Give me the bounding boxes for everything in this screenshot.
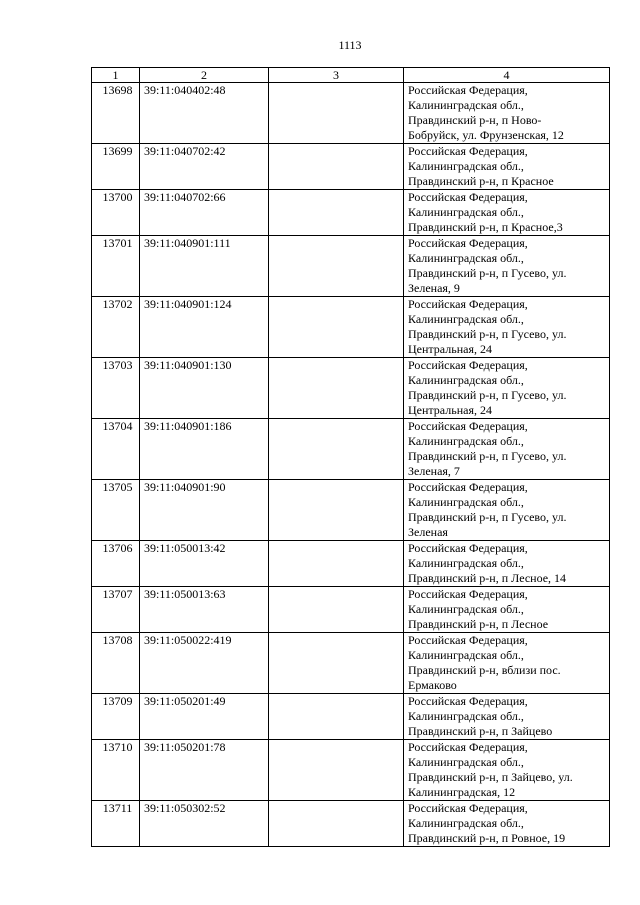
address: Российская Федерация, Калининградская обл., Правдинский р-н, п Зайцево, ул. Калининградская, 12 xyxy=(404,740,610,801)
column-3-cell xyxy=(269,419,404,480)
table-header xyxy=(92,68,610,83)
column-3-cell xyxy=(269,633,404,694)
table-row xyxy=(92,633,610,694)
cadastral-number: 39:11:050022:419 xyxy=(140,633,269,694)
table-row xyxy=(92,190,610,236)
row-number: 13703 xyxy=(92,358,140,419)
address: Российская Федерация, Калининградская обл., Правдинский р-н, п Лесное xyxy=(404,587,610,633)
table-row xyxy=(92,236,610,297)
row-number: 13711 xyxy=(92,801,140,847)
row-number: 13705 xyxy=(92,480,140,541)
header-col-4: 4 xyxy=(404,68,610,83)
address: Российская Федерация, Калининградская обл., Правдинский р-н, п Зайцево xyxy=(404,694,610,740)
address: Российская Федерация, Калининградская обл., Правдинский р-н, п Гусево, ул. Зеленая xyxy=(404,480,610,541)
table-row xyxy=(92,144,610,190)
table-row xyxy=(92,358,610,419)
column-3-cell xyxy=(269,801,404,847)
address: Российская Федерация, Калининградская обл., Правдинский р-н, п Ровное, 19 xyxy=(404,801,610,847)
row-number: 13700 xyxy=(92,190,140,236)
address: Российская Федерация, Калининградская обл., Правдинский р-н, п Ново- Бобруйск, ул. Фрунзенская, 12 xyxy=(404,83,610,144)
address: Российская Федерация, Калининградская обл., Правдинский р-н, п Красное xyxy=(404,144,610,190)
table-row xyxy=(92,694,610,740)
row-number: 13702 xyxy=(92,297,140,358)
row-number: 13698 xyxy=(92,83,140,144)
cadastral-number: 39:11:040901:90 xyxy=(140,480,269,541)
column-3-cell xyxy=(269,480,404,541)
address: Российская Федерация, Калининградская обл., Правдинский р-н, п Гусево, ул. Центральная, 24 xyxy=(404,297,610,358)
cadastral-number: 39:11:050302:52 xyxy=(140,801,269,847)
cadastral-number: 39:11:040402:48 xyxy=(140,83,269,144)
cadastral-number: 39:11:040901:111 xyxy=(140,236,269,297)
column-3-cell xyxy=(269,541,404,587)
column-3-cell xyxy=(269,587,404,633)
address: Российская Федерация, Калининградская обл., Правдинский р-н, п Красное,3 xyxy=(404,190,610,236)
cadastral-number: 39:11:050201:49 xyxy=(140,694,269,740)
header-row xyxy=(92,68,610,83)
page-number: 1113 xyxy=(338,38,362,52)
row-number: 13699 xyxy=(92,144,140,190)
row-number: 13708 xyxy=(92,633,140,694)
table-body xyxy=(92,83,610,847)
column-3-cell xyxy=(269,236,404,297)
column-3-cell xyxy=(269,297,404,358)
address: Российская Федерация, Калининградская обл., Правдинский р-н, вблизи пос. Ермаково xyxy=(404,633,610,694)
table-row xyxy=(92,83,610,144)
table-row xyxy=(92,740,610,801)
cadastral-number: 39:11:040901:124 xyxy=(140,297,269,358)
column-3-cell xyxy=(269,694,404,740)
header-col-2: 2 xyxy=(140,68,269,83)
address: Российская Федерация, Калининградская обл., Правдинский р-н, п Гусево, ул. Зеленая, 7 xyxy=(404,419,610,480)
column-3-cell xyxy=(269,190,404,236)
cadastral-number: 39:11:040901:186 xyxy=(140,419,269,480)
address: Российская Федерация, Калининградская обл., Правдинский р-н, п Гусево, ул. Зеленая, 9 xyxy=(404,236,610,297)
cadastral-number: 39:11:040702:66 xyxy=(140,190,269,236)
row-number: 13707 xyxy=(92,587,140,633)
cadastral-number: 39:11:040901:130 xyxy=(140,358,269,419)
cadastral-number: 39:11:050201:78 xyxy=(140,740,269,801)
cadastral-number: 39:11:050013:63 xyxy=(140,587,269,633)
table-row xyxy=(92,587,610,633)
cadastral-number: 39:11:050013:42 xyxy=(140,541,269,587)
column-3-cell xyxy=(269,144,404,190)
address: Российская Федерация, Калининградская обл., Правдинский р-н, п Гусево, ул. Центральная, 24 xyxy=(404,358,610,419)
cadastral-number: 39:11:040702:42 xyxy=(140,144,269,190)
registry-table xyxy=(91,67,610,847)
row-number: 13710 xyxy=(92,740,140,801)
row-number: 13706 xyxy=(92,541,140,587)
row-number: 13709 xyxy=(92,694,140,740)
table-row xyxy=(92,480,610,541)
address: Российская Федерация, Калининградская обл., Правдинский р-н, п Лесное, 14 xyxy=(404,541,610,587)
table-row xyxy=(92,541,610,587)
header-col-1: 1 xyxy=(92,68,140,83)
column-3-cell xyxy=(269,358,404,419)
header-col-3: 3 xyxy=(269,68,404,83)
table-row xyxy=(92,419,610,480)
column-3-cell xyxy=(269,83,404,144)
table-row xyxy=(92,297,610,358)
table-row xyxy=(92,801,610,847)
row-number: 13701 xyxy=(92,236,140,297)
column-3-cell xyxy=(269,740,404,801)
row-number: 13704 xyxy=(92,419,140,480)
